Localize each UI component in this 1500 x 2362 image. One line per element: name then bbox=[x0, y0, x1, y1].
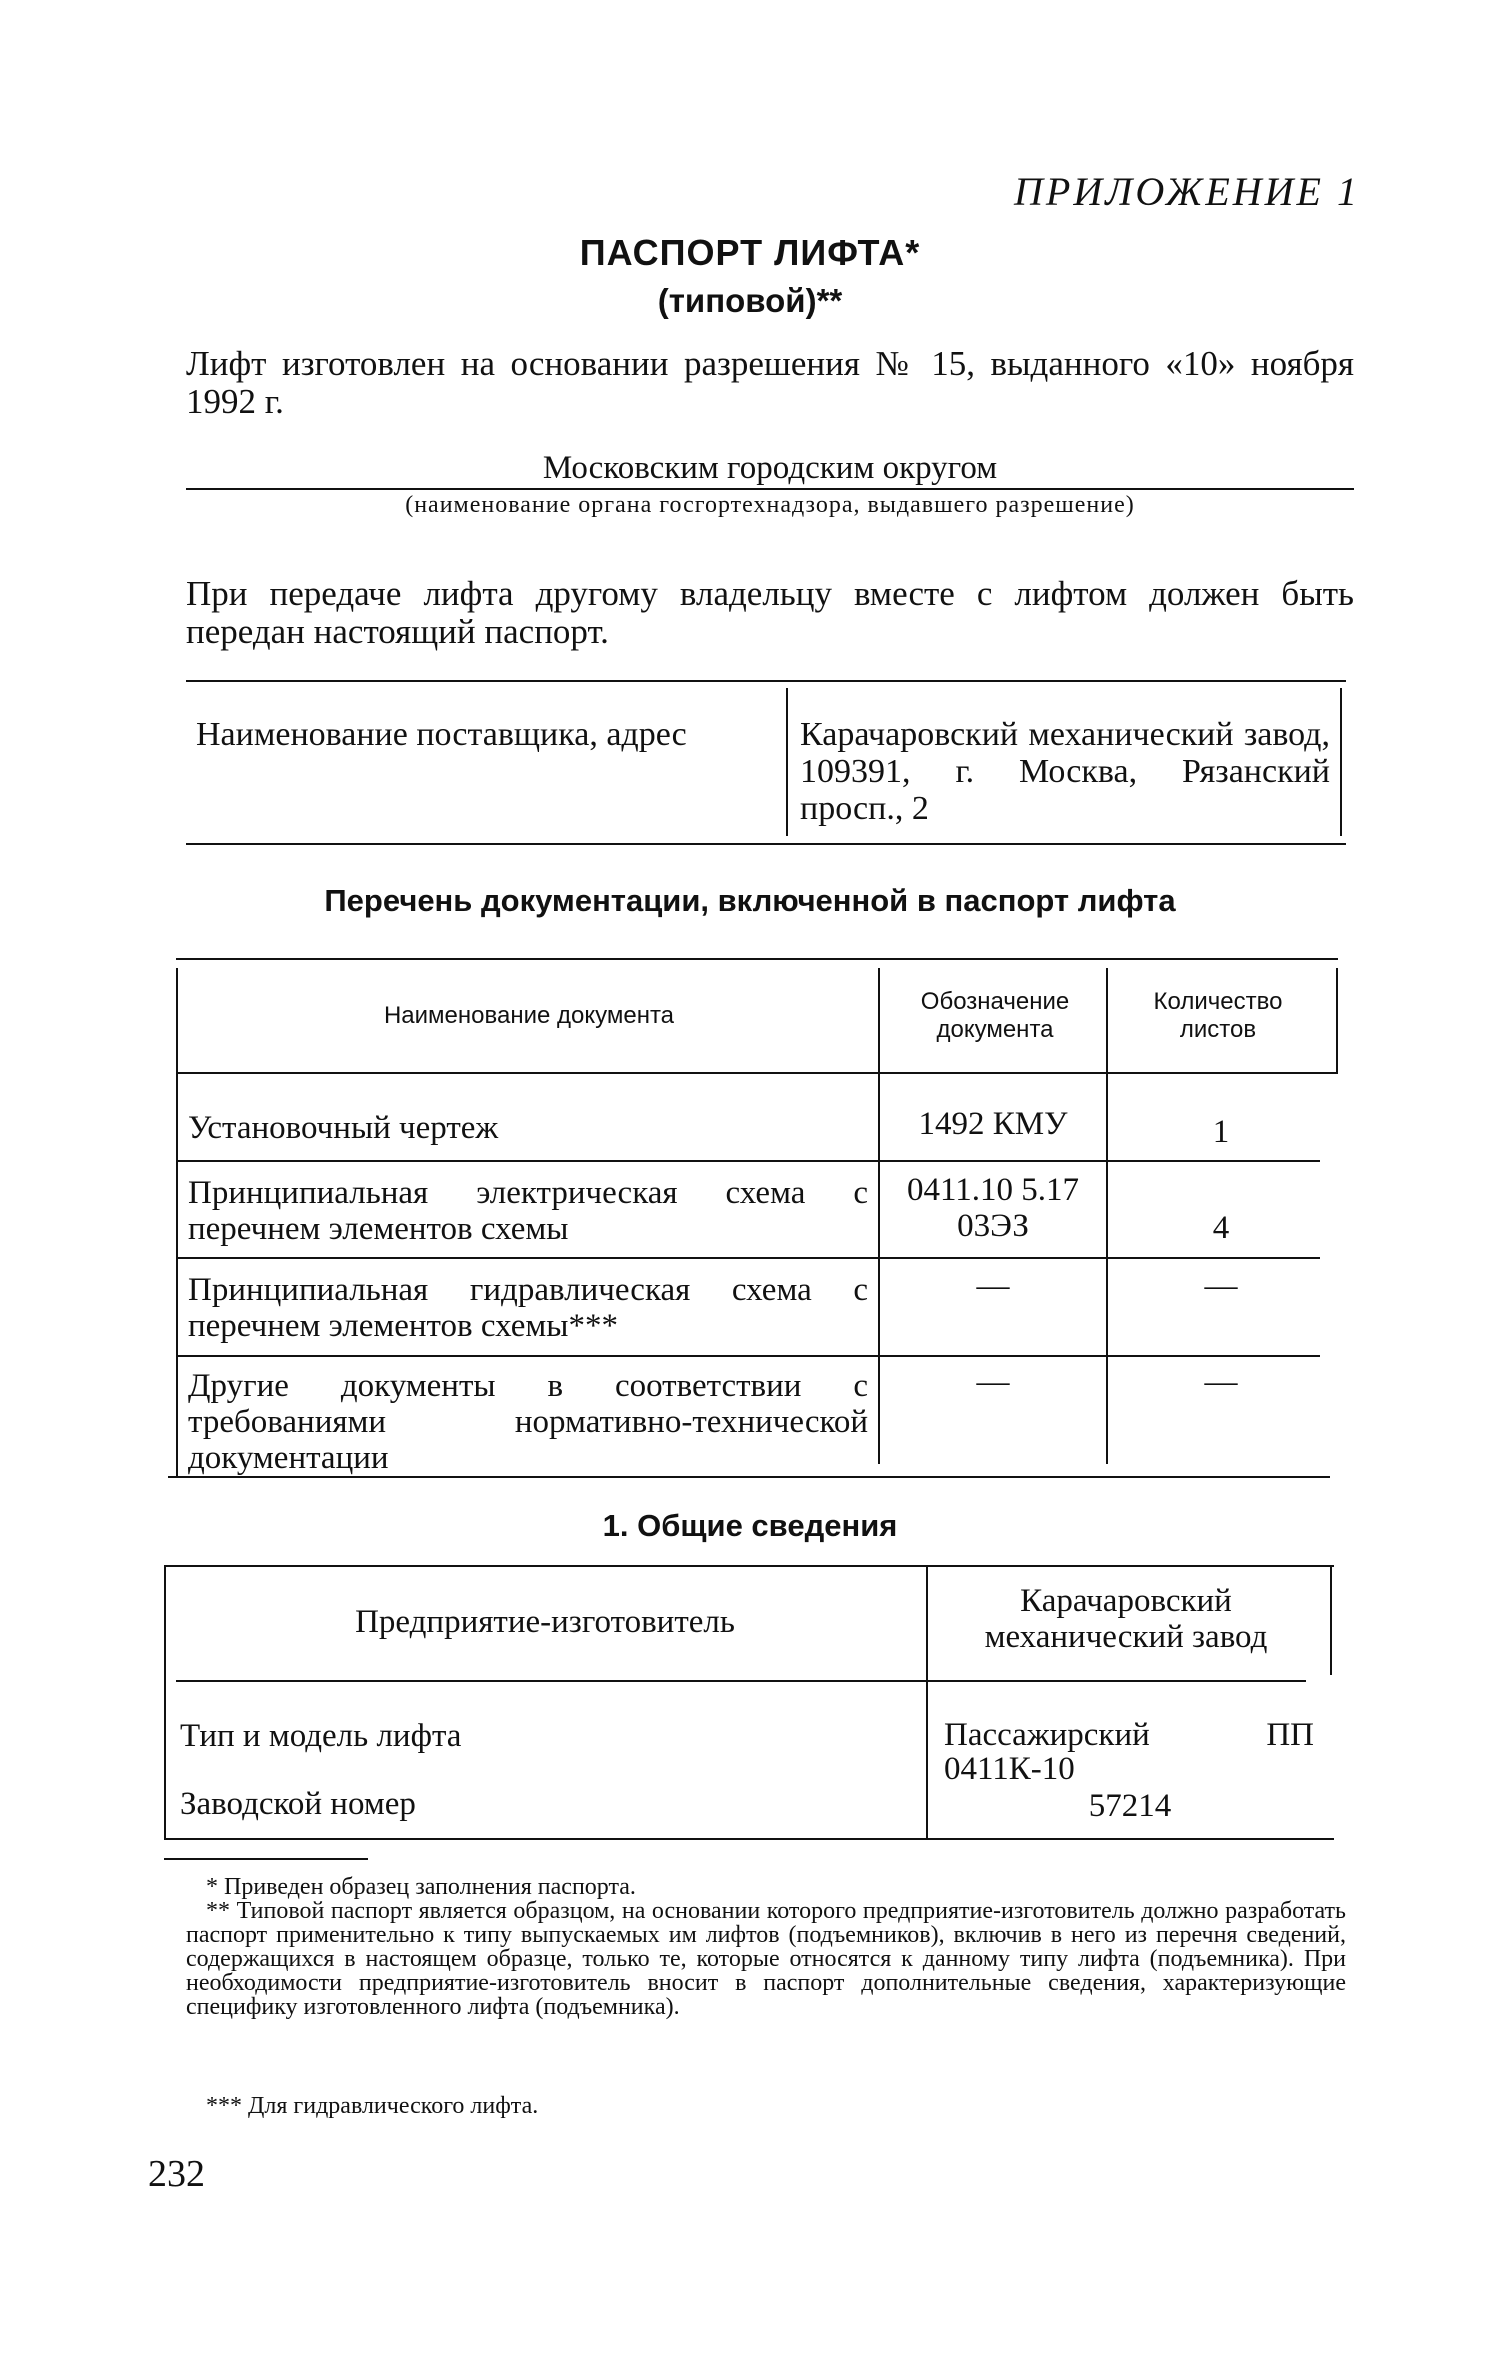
serial-number-label: Заводской номер bbox=[180, 1786, 416, 1822]
footnote-1: * Приведен образец заполнения паспорта. bbox=[206, 1874, 636, 1900]
authority-underline bbox=[186, 488, 1354, 490]
doc-table-row-border bbox=[176, 1355, 1320, 1357]
authority-caption: (наименование органа госгортехнадзора, выдавшего разрешение) bbox=[405, 492, 1135, 518]
page-number: 232 bbox=[148, 2153, 205, 2195]
general-table-bottom-border bbox=[164, 1838, 1334, 1840]
doc-row-designation: 0411.10 5.17 03ЭЗ bbox=[906, 1172, 1080, 1244]
issuing-authority: Московским городским округом bbox=[542, 450, 998, 486]
doc-row-sheets: 1 bbox=[1212, 1114, 1230, 1150]
supplier-value: Карачаровский механический завод, 109391, г. Москва, Рязанский просп., 2 bbox=[800, 716, 1330, 827]
transfer-note: При передаче лифта другому владельцу вместе с лифтом должен быть передан настоящий паспорт. bbox=[186, 574, 1354, 651]
general-table-left-border bbox=[164, 1565, 166, 1838]
general-info-heading: 1. Общие сведения bbox=[602, 1508, 898, 1543]
lift-type-value: Пассажирский ПП 0411К-10 bbox=[944, 1717, 1314, 1787]
document-title: ПАСПОРТ ЛИФТА* bbox=[579, 232, 921, 273]
supplier-table-top-border bbox=[186, 680, 1346, 682]
general-table-right-border bbox=[1330, 1565, 1332, 1675]
document-subtitle: (типовой)** bbox=[657, 282, 843, 319]
doc-row-sheets: 4 bbox=[1212, 1210, 1230, 1246]
doc-table-right-border bbox=[1336, 968, 1338, 1072]
column-header-name: Наименование документа bbox=[383, 1002, 675, 1029]
general-table-column-divider bbox=[926, 1565, 928, 1838]
doc-table-row-border bbox=[176, 1257, 1320, 1259]
supplier-label: Наименование поставщика, адрес bbox=[196, 716, 687, 753]
doc-row-sheets: — bbox=[1204, 1268, 1238, 1304]
manufacturer-label: Предприятие-изготовитель bbox=[355, 1604, 735, 1640]
doc-table-top-border bbox=[176, 958, 1338, 960]
doc-row-name: Принципиальная электрическая схема с перечнем элементов схемы bbox=[188, 1175, 868, 1247]
doc-row-name: Другие документы в соответствии с требованиями нормативно-технической документации bbox=[188, 1368, 868, 1476]
lift-type-label: Тип и модель лифта bbox=[180, 1718, 462, 1754]
supplier-table-divider bbox=[786, 688, 788, 836]
doc-row-name: Установочный чертеж bbox=[188, 1110, 499, 1146]
supplier-table-right-border bbox=[1340, 688, 1342, 836]
doc-row-designation: — bbox=[976, 1364, 1010, 1400]
footnote-3: *** Для гидравлического лифта. bbox=[206, 2093, 539, 2119]
footnote-2: ** Типовой паспорт является образцом, на основании которого предприятие-изготовитель должно разработать паспорт применительно к типу выпускаемых им лифтов (подъемников), включив в него из перечня сведений, содержащихся в настоящем образце, только те, которые относятся к данному типу лифта (подъемника). При необходимости предприятие-изготовитель вносит в паспорт дополнительные сведения, характеризующие специфику изготовленного лифта (подъемника). bbox=[186, 1898, 1346, 2020]
supplier-table-bottom-border bbox=[186, 843, 1346, 845]
footnote-separator bbox=[164, 1858, 368, 1860]
general-table-top-border bbox=[164, 1565, 1334, 1567]
doc-row-name: Принципиальная гидравлическая схема с перечнем элементов схемы*** bbox=[188, 1272, 868, 1344]
manufacturer-value: Карачаровский механический завод bbox=[984, 1583, 1268, 1655]
serial-number-value: 57214 bbox=[1088, 1788, 1172, 1824]
doc-table-row-border bbox=[176, 1160, 1320, 1162]
doc-table-header-border bbox=[176, 1072, 1338, 1074]
doc-table-left-border bbox=[176, 968, 178, 1476]
column-header-sheets: Количество листов bbox=[1153, 988, 1283, 1043]
doc-row-sheets: — bbox=[1204, 1364, 1238, 1400]
permit-text: Лифт изготовлен на основании разрешения № 15, выданного «10» ноября 1992 г. bbox=[186, 344, 1354, 421]
doc-row-designation: 1492 КМУ bbox=[918, 1106, 1068, 1142]
appendix-label: ПРИЛОЖЕНИЕ 1 bbox=[1014, 169, 1360, 214]
doc-table-bottom-border bbox=[168, 1476, 1330, 1478]
documentation-heading: Перечень документации, включенной в паспорт лифта bbox=[324, 883, 1176, 918]
column-header-designation: Обозначение документа bbox=[920, 988, 1070, 1043]
general-table-divider-line bbox=[176, 1680, 1306, 1682]
doc-row-designation: — bbox=[976, 1268, 1010, 1304]
